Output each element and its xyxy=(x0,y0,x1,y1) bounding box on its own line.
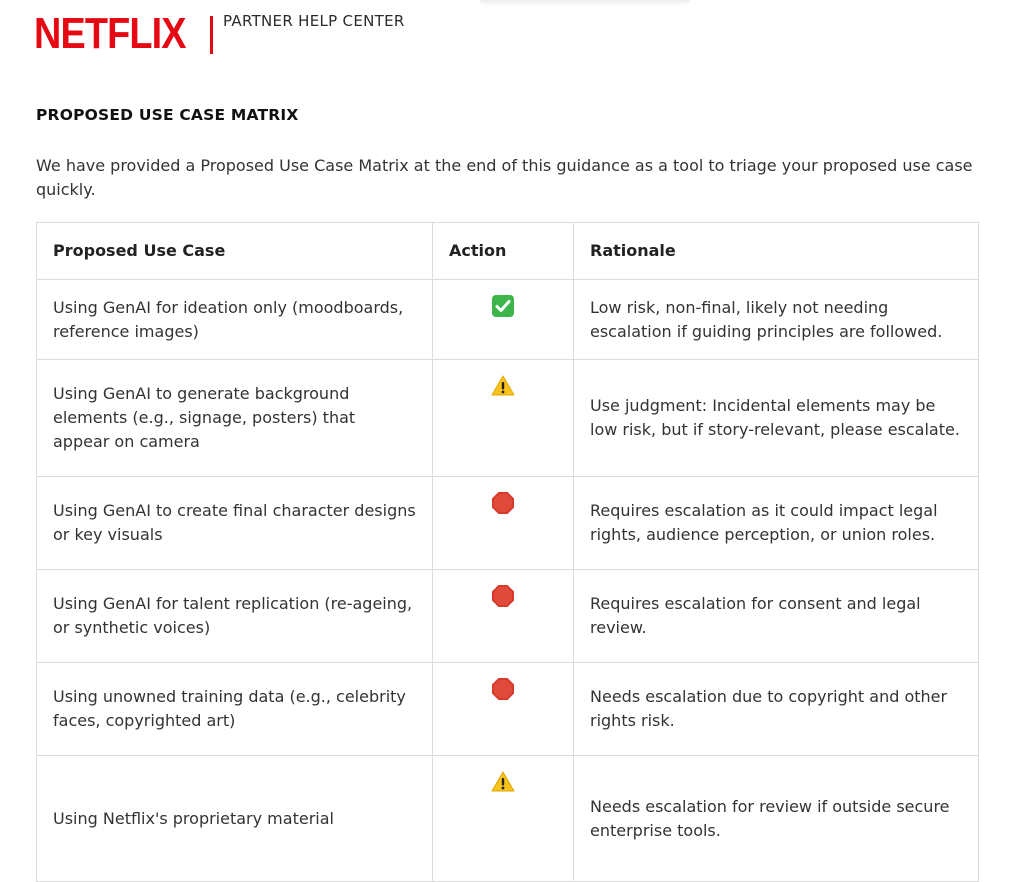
use-case-cell: Using GenAI to create final character designs or key visuals xyxy=(37,477,433,570)
header-proposed-use-case: Proposed Use Case xyxy=(37,223,433,280)
top-shadow xyxy=(480,0,690,6)
rationale-cell: Low risk, non-final, likely not needing escalation if guiding principles are followed. xyxy=(574,280,979,360)
stop-icon xyxy=(491,677,515,701)
use-case-matrix-table xyxy=(36,222,979,882)
site-header xyxy=(0,0,1024,70)
page-title: PROPOSED USE CASE MATRIX xyxy=(36,106,299,124)
header-rationale: Rationale xyxy=(574,223,979,280)
rationale-cell: Needs escalation for review if outside secure enterprise tools. xyxy=(574,756,979,882)
table-row xyxy=(37,756,979,882)
table-header-row xyxy=(37,223,979,280)
use-case-cell: Using Netflix's proprietary material xyxy=(37,756,433,882)
rationale-cell: Use judgment: Incidental elements may be low risk, but if story-relevant, please escalate. xyxy=(574,360,979,477)
action-cell xyxy=(433,280,574,360)
table-row xyxy=(37,360,979,477)
partner-help-center-link[interactable]: PARTNER HELP CENTER xyxy=(223,12,405,30)
netflix-logo[interactable]: NETFLIX xyxy=(34,9,186,58)
action-cell xyxy=(433,570,574,663)
stop-icon xyxy=(491,491,515,515)
check-icon xyxy=(491,294,515,318)
use-case-cell: Using GenAI for talent replication (re-ageing, or synthetic voices) xyxy=(37,570,433,663)
action-cell xyxy=(433,477,574,570)
use-case-cell: Using GenAI to generate background elements (e.g., signage, posters) that appear on camera xyxy=(37,360,433,477)
table-row xyxy=(37,663,979,756)
rationale-cell: Requires escalation as it could impact legal rights, audience perception, or union roles. xyxy=(574,477,979,570)
action-cell xyxy=(433,756,574,882)
table-row xyxy=(37,280,979,360)
header-divider xyxy=(210,16,213,54)
action-cell xyxy=(433,663,574,756)
intro-paragraph: We have provided a Proposed Use Case Matrix at the end of this guidance as a tool to triage your proposed use case quickly. xyxy=(36,156,973,199)
stop-icon xyxy=(491,584,515,608)
action-cell xyxy=(433,360,574,477)
rationale-cell: Needs escalation due to copyright and other rights risk. xyxy=(574,663,979,756)
use-case-cell: Using unowned training data (e.g., celebrity faces, copyrighted art) xyxy=(37,663,433,756)
use-case-cell: Using GenAI for ideation only (moodboards, reference images) xyxy=(37,280,433,360)
rationale-cell: Requires escalation for consent and legal review. xyxy=(574,570,979,663)
warning-icon xyxy=(491,374,515,398)
header-action: Action xyxy=(433,223,574,280)
table-row xyxy=(37,570,979,663)
warning-icon xyxy=(491,770,515,794)
table-row xyxy=(37,477,979,570)
